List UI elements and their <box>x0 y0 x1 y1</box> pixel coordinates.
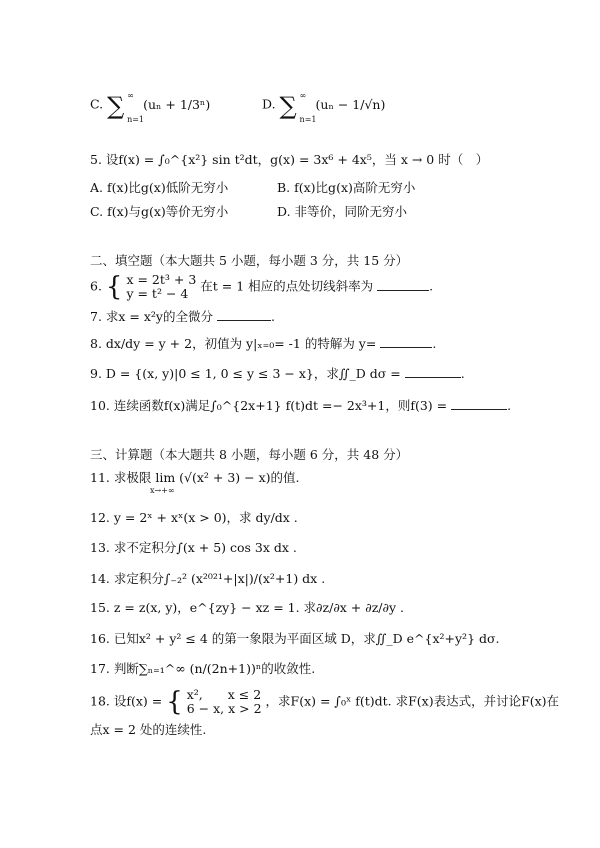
q8-text: 8. dx/dy = y + 2，初值为 y|ₓ₌₀= -1 的特解为 y= <box>90 336 377 351</box>
q5-option-d: D. 非等价，同阶无穷小 <box>277 204 408 219</box>
q18 <box>90 688 559 716</box>
q10-answer-blank[interactable] <box>451 397 507 410</box>
q6: 6. { x = 2t³ + 3 y = t² − 4 在t = 1 相应的点处切线斜率为 . <box>90 272 434 302</box>
q7-text: 7. 求x = x²y的全微分 <box>90 309 213 324</box>
q16: 16. 已知x² + y² ≤ 4 的第一象限为平面区域 D，求∬_D e^{x²+y²} dσ. <box>90 631 500 646</box>
q12: 12. y = 2ˣ + xˣ(x > 0)，求 dy/dx . <box>90 510 298 525</box>
option-d-body: (uₙ − 1/√n) <box>315 96 386 112</box>
sum-symbol: ∑ ∞ n=1 <box>107 91 145 124</box>
option-d <box>262 90 386 124</box>
q6-answer-blank[interactable] <box>377 278 429 291</box>
q11-limit-subscript: x→+∞ <box>150 486 175 495</box>
q11 <box>90 470 300 486</box>
q17: 17. 判断∑ₙ₌₁^∞ (n/(2n+1))ⁿ的收敛性. <box>90 661 316 676</box>
q15: 15. z = z(x, y)，e^{zy} − xz = 1. 求∂z/∂x + ∂z/∂y . <box>90 600 404 615</box>
q9: 9. D = {(x, y)|0 ≤ 1, 0 ≤ y ≤ 3 − x}，求∬_D dσ = . <box>90 366 465 381</box>
q5-stem: 5. 设f(x) = ∫₀^{x²} sin t²dt，g(x) = 3x⁶ + 4x⁵，当 x → 0 时（ ） <box>90 152 489 167</box>
q14: 14. 求定积分∫₋₂² (x²⁰²¹+|x|)/(x²+1) dx . <box>90 571 326 586</box>
q5-option-b: B. f(x)比g(x)高阶无穷小 <box>277 180 416 195</box>
q10: 10. 连续函数f(x)满足∫₀^{2x+1} f(t)dt =− 2x³+1，则f(3) = . <box>90 398 512 413</box>
q6-equation-1: x = 2t³ + 3 <box>126 272 197 287</box>
option-c-label: C. <box>90 96 104 112</box>
q7-answer-blank[interactable] <box>217 308 271 321</box>
q13: 13. 求不定积分∫(x + 5) cos 3x dx . <box>90 540 297 555</box>
q8-answer-blank[interactable] <box>380 335 432 348</box>
option-c <box>90 90 211 124</box>
q18-piecewise <box>187 688 262 716</box>
q18-prefix: 18. 设f(x) = <box>90 693 163 709</box>
q18-continuation: 点x = 2 处的连续性. <box>90 722 207 737</box>
q6-text: 在t = 1 相应的点处切线斜率为 <box>200 278 374 294</box>
q5-option-c: C. f(x)与g(x)等价无穷小 <box>90 204 229 219</box>
q11-text: 11. 求极限 lim (√(x² + 3) − x)的值. <box>90 470 300 485</box>
option-c-body: (uₙ + 1/3ⁿ) <box>143 96 211 112</box>
q9-text: 9. D = {(x, y)|0 ≤ 1, 0 ≤ y ≤ 3 − x}，求∬_D dσ = <box>90 366 401 381</box>
q18-case-1: x², x ≤ 2 <box>186 687 262 702</box>
q18-case-2: 6 − x, x > 2 <box>186 701 262 716</box>
q8: 8. dx/dy = y + 2，初值为 y|ₓ₌₀= -1 的特解为 y= . <box>90 336 437 351</box>
sum-symbol: ∑ ∞ n=1 <box>279 91 317 124</box>
option-d-label: D. <box>262 96 276 112</box>
left-brace-icon: { <box>105 272 123 302</box>
q6-equation-2: y = t² − 4 <box>126 286 189 301</box>
left-brace-icon: { <box>166 687 183 717</box>
q10-text: 10. 连续函数f(x)满足∫₀^{2x+1} f(t)dt =− 2x³+1，则f(3) = <box>90 398 448 413</box>
q6-system <box>126 273 196 301</box>
q5-option-a: A. f(x)比g(x)低阶无穷小 <box>90 180 229 195</box>
q7: 7. 求x = x²y的全微分 . <box>90 309 275 324</box>
section3-title: 三、计算题（本大题共 8 小题，每小题 6 分，共 48 分） <box>90 447 409 462</box>
section2-title: 二、填空题（本大题共 5 小题，每小题 3 分，共 15 分） <box>90 253 409 268</box>
q9-answer-blank[interactable] <box>405 365 461 378</box>
q6-number: 6. <box>90 278 102 294</box>
q18-body: ，求F(x) = ∫₀ˣ f(t)dt. 求F(x)表达式，并讨论F(x)在 <box>265 693 560 709</box>
